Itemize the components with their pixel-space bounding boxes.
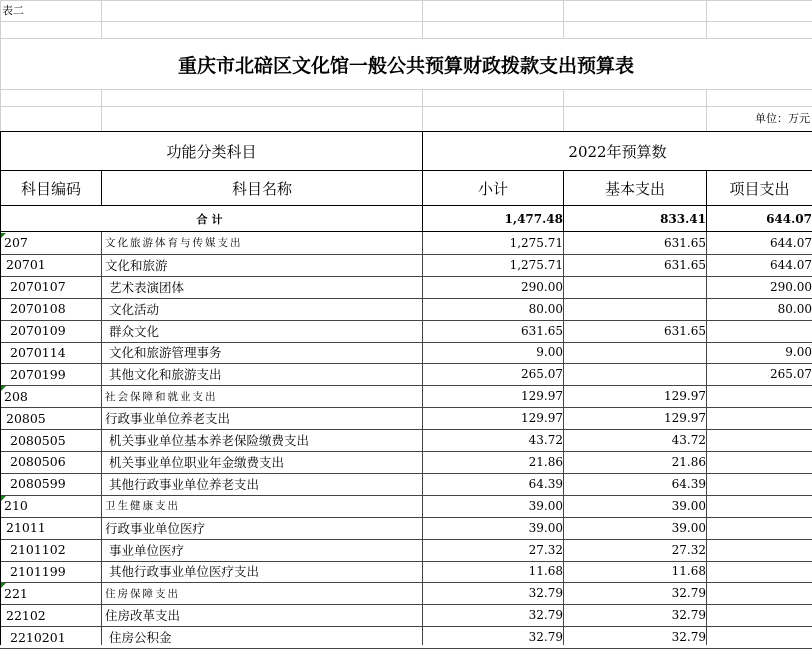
row-project [707,385,812,407]
row-basic: 39.00 [671,498,706,513]
row-project: 265.07 [770,367,812,382]
row-basic: 32.79 [671,630,706,645]
row-name: 其他行政事业单位医疗支出 [109,564,260,580]
cell-comment-marker [1,233,6,238]
row-name: 住房改革支出 [105,608,181,624]
row-name: 社会保障和就业支出 [105,390,218,403]
row-basic: 129.97 [664,411,706,426]
header-name: 科目名称 [231,179,292,198]
row-subtotal: 32.79 [528,608,563,623]
total-project: 644.07 [766,211,812,226]
row-name: 艺术表演团体 [109,279,185,295]
row-name: 住房保障支出 [105,587,180,600]
row-name: 文化活动 [109,301,160,317]
row-project: 9.00 [785,345,812,360]
row-project [707,495,812,517]
row-basic: 32.79 [671,608,706,623]
row-basic: 43.72 [671,433,706,448]
row-project [707,429,812,451]
unit-label: 单位：万元 [755,112,810,125]
row-basic: 32.79 [671,586,706,601]
row-subtotal: 39.00 [528,498,563,513]
total-label: 合计 [196,212,227,226]
row-subtotal: 80.00 [528,301,563,316]
row-project [707,582,812,604]
header-code: 科目编码 [20,179,81,198]
cell-comment-marker [1,583,6,588]
row-project [707,561,812,583]
row-code: 2080599 [10,476,66,492]
row-name: 住房公积金 [109,630,172,646]
row-name: 行政事业单位养老支出 [105,411,231,427]
row-subtotal: 631.65 [521,323,563,338]
row-subtotal: 43.72 [528,433,563,448]
row-name: 文化和旅游 [105,257,168,273]
row-subtotal: 27.32 [528,542,563,557]
row-project [707,473,812,495]
row-basic: 21.86 [671,454,706,469]
row-subtotal: 39.00 [528,520,563,535]
row-code: 2070109 [10,323,66,339]
row-project: 644.07 [770,235,812,250]
total-basic: 833.41 [660,211,706,226]
row-name: 事业单位医疗 [109,542,185,558]
row-code: 208 [4,388,28,404]
row-project: 80.00 [777,301,812,316]
row-project [707,517,812,539]
header-basic: 基本支出 [604,179,665,198]
row-subtotal: 129.97 [521,389,563,404]
row-code: 2070107 [10,279,66,295]
row-subtotal: 11.68 [528,564,563,579]
row-project: 644.07 [770,257,812,272]
cell-comment-marker [1,496,6,501]
row-code: 2070199 [10,366,66,382]
row-project [707,451,812,473]
row-name: 机关事业单位职业年金缴费支出 [109,454,285,470]
row-basic: 631.65 [664,323,706,338]
row-name: 其他行政事业单位养老支出 [109,476,260,492]
row-subtotal: 265.07 [521,367,563,382]
row-project [707,539,812,561]
row-subtotal: 32.79 [528,630,563,645]
header-budget: 2022年预算数 [568,142,667,161]
row-basic [564,276,709,298]
page-title: 重庆市北碚区文化馆一般公共预算财政拨款支出预算表 [177,55,634,77]
row-basic: 39.00 [671,520,706,535]
row-subtotal: 9.00 [536,345,563,360]
row-project [707,407,812,429]
row-code: 2080506 [10,454,66,470]
row-code: 2070108 [10,301,66,317]
row-code: 22102 [6,607,46,623]
header-project: 项目支出 [729,179,790,198]
row-name: 文化和旅游管理事务 [109,345,222,361]
row-subtotal: 290.00 [521,279,563,294]
row-name: 其他文化和旅游支出 [109,367,222,383]
row-name: 文化旅游体育与传媒支出 [105,237,243,250]
row-code: 2101102 [10,542,66,558]
total-subtotal: 1,477.48 [504,211,563,226]
row-basic: 631.65 [664,235,706,250]
row-code: 210 [4,498,28,514]
row-code: 2080505 [10,432,66,448]
row-subtotal: 1,275.71 [509,235,563,250]
header-subtotal: 小计 [477,179,508,198]
row-project [707,604,812,626]
row-basic: 129.97 [664,389,706,404]
row-code: 221 [4,585,28,601]
row-project [707,320,812,342]
row-name: 行政事业单位医疗 [105,520,206,536]
row-basic: 631.65 [664,257,706,272]
row-subtotal: 1,275.71 [509,257,563,272]
row-code: 20701 [6,257,46,273]
row-name: 群众文化 [109,323,160,339]
row-basic [564,342,709,364]
row-name: 机关事业单位基本养老保险缴费支出 [109,433,310,449]
row-code: 20805 [6,410,46,426]
row-basic: 27.32 [671,542,706,557]
row-basic: 64.39 [671,476,706,491]
row-subtotal: 32.79 [528,586,563,601]
sheet-tag: 表二 [2,4,24,17]
row-name: 卫生健康支出 [105,500,180,513]
row-code: 2070114 [10,344,66,360]
row-basic: 11.68 [671,564,706,579]
row-subtotal: 21.86 [528,454,563,469]
row-code: 2210201 [10,629,66,645]
cell-comment-marker [1,386,6,391]
row-subtotal: 129.97 [521,411,563,426]
row-code: 21011 [6,520,46,536]
row-code: 2101199 [10,563,66,579]
row-basic [564,298,709,320]
row-code: 207 [4,235,28,251]
row-basic [564,363,709,385]
header-category: 功能分类科目 [166,142,257,161]
row-project: 290.00 [770,279,812,294]
row-subtotal: 64.39 [528,476,563,491]
